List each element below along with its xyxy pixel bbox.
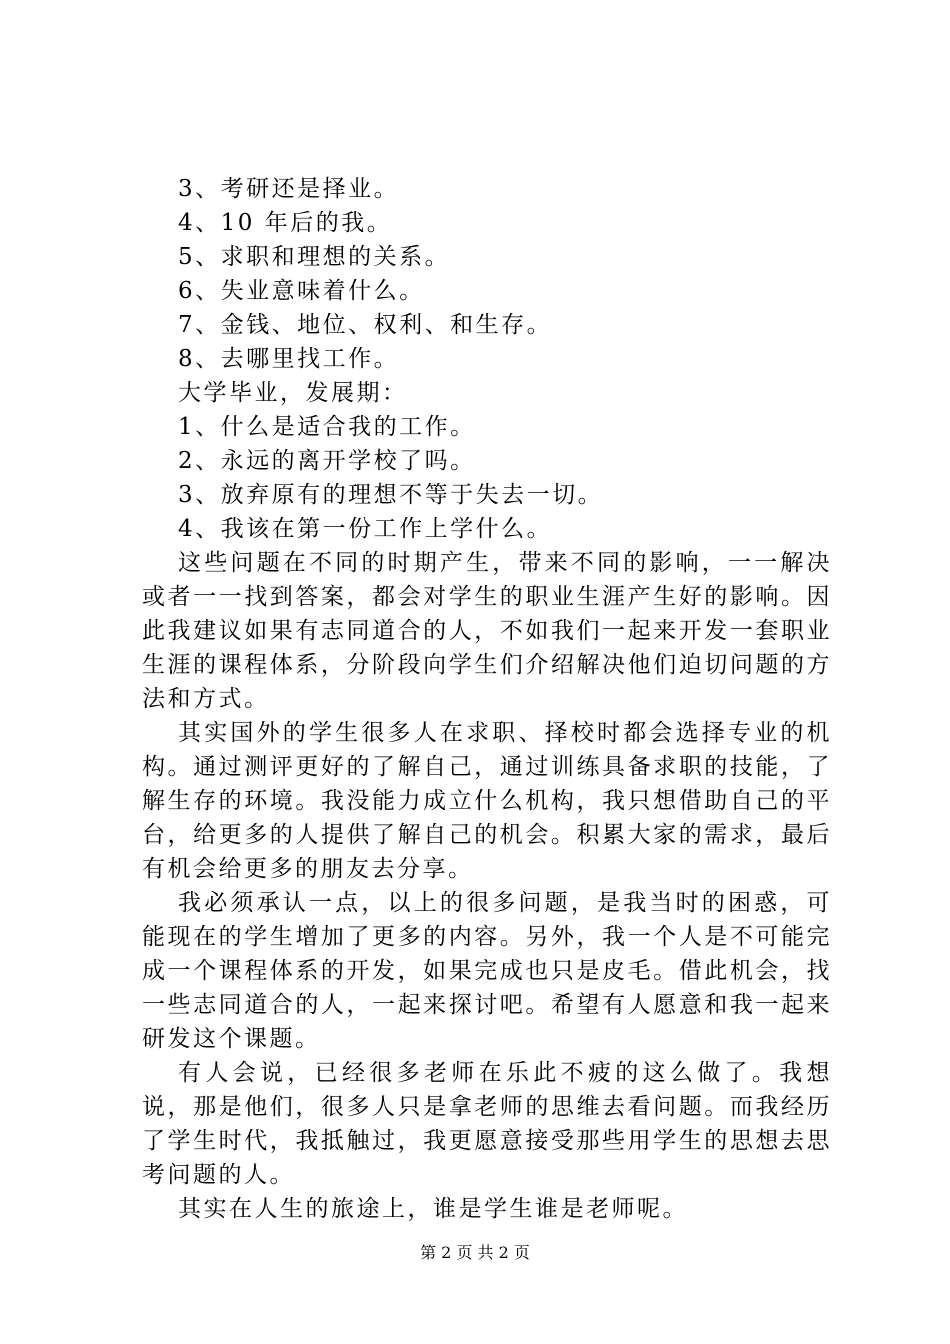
paragraph: 我必须承认一点，以上的很多问题，是我当时的困惑，可能现在的学生增加了更多的内容。另外，我一个人是不可能完成一个课程体系的开发，如果完成也只是皮毛。借此机会，找一些志同道合的人，一起来探讨吧。希望有人愿意和我一起来研发这个课题。 <box>142 890 832 1052</box>
page-footer: 第 2 页 共 2 页 <box>420 1243 530 1262</box>
list-item: 4、我该在第一份工作上学什么。 <box>178 516 553 542</box>
paragraph: 这些问题在不同的时期产生，带来不同的影响，一一解决或者一一找到答案，都会对学生的职业生涯产生好的影响。因此我建议如果有志同道合的人，不如我们一起来开发一套职业生涯的课程体系，分阶段向学生们介绍解决他们迫切问题的方法和方式。 <box>142 550 832 712</box>
list-item: 6、失业意味着什么。 <box>178 278 425 304</box>
list-item: 5、求职和理想的关系。 <box>178 244 451 270</box>
paragraph: 其实国外的学生很多人在求职、择校时都会选择专业的机构。通过测评更好的了解自己，通过训练具备求职的技能，了解生存的环境。我没能力成立什么机构，我只想借助自己的平台，给更多的人提供了解自己的机会。积累大家的需求，最后有机会给更多的朋友去分享。 <box>142 720 832 882</box>
list-item: 2、永远的离开学校了吗。 <box>178 448 476 474</box>
paragraph: 有人会说，已经很多老师在乐此不疲的这么做了。我想说，那是他们，很多人只是拿老师的思维去看问题。而我经历了学生时代，我抵触过，我更愿意接受那些用学生的思想去思考问题的人。 <box>142 1060 832 1188</box>
list-item: 7、金钱、地位、权利、和生存。 <box>178 312 553 338</box>
list-item: 8、去哪里找工作。 <box>178 346 400 372</box>
list-item: 3、考研还是择业。 <box>178 176 400 202</box>
paragraph: 其实在人生的旅途上，谁是学生谁是老师呢。 <box>178 1196 688 1222</box>
section-heading: 大学毕业，发展期： <box>178 380 408 406</box>
document-body <box>142 172 832 1226</box>
list-item: 4、10 年后的我。 <box>178 210 393 236</box>
list-item: 1、什么是适合我的工作。 <box>178 414 476 440</box>
list-item: 3、放弃原有的理想不等于失去一切。 <box>178 482 604 508</box>
